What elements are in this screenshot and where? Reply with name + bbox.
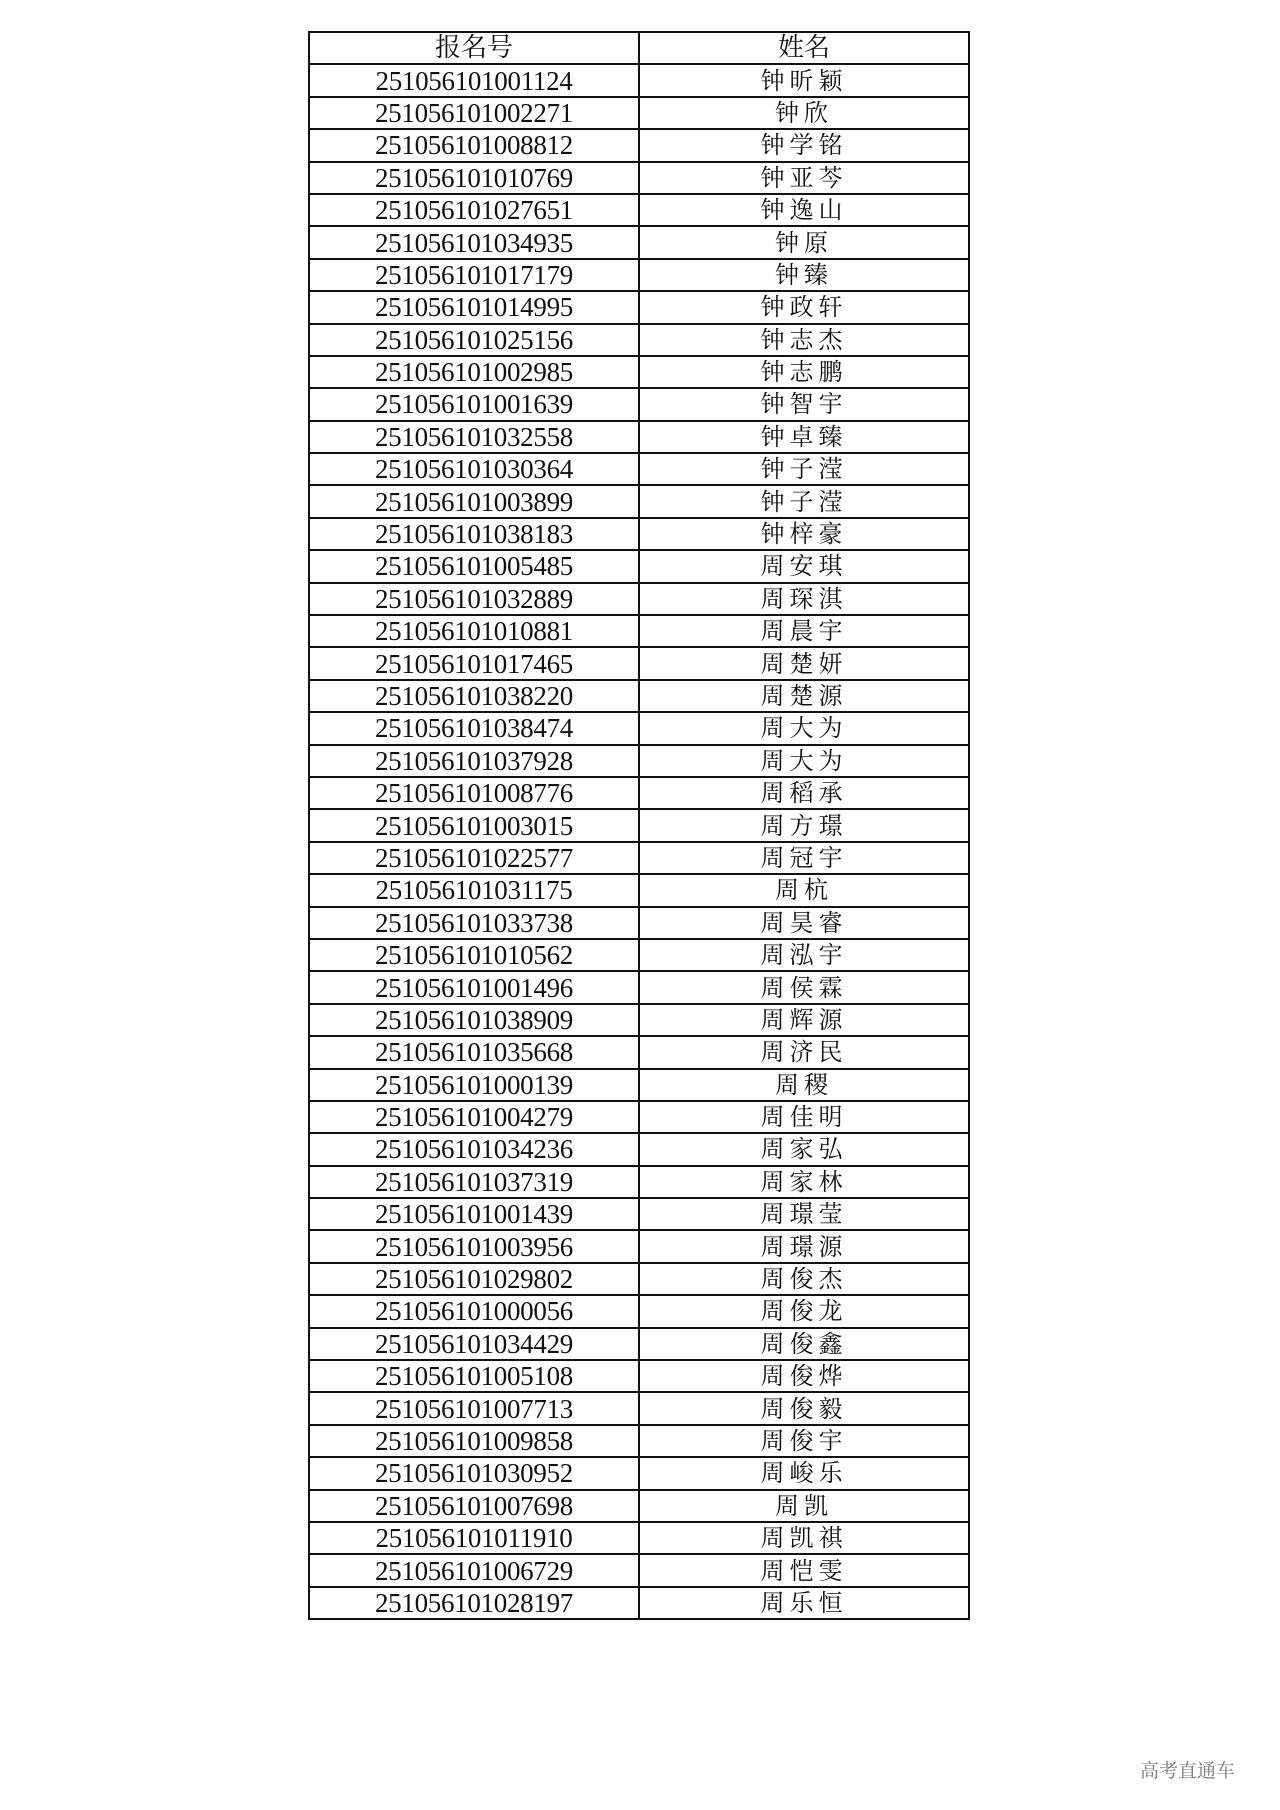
table-row: [309, 518, 969, 550]
name-cell: 钟志杰: [639, 324, 969, 356]
table-row: [309, 939, 969, 971]
name-cell: 周楚源: [639, 680, 969, 712]
registration-number-cell: 251056101000139: [309, 1069, 639, 1101]
registration-number-cell: 251056101032889: [309, 583, 639, 615]
name-cell: 周俊毅: [639, 1392, 969, 1424]
registration-number-cell: 251056101003015: [309, 809, 639, 841]
table-row: [309, 388, 969, 420]
table-row: [309, 1198, 969, 1230]
registration-number-cell: 251056101001496: [309, 971, 639, 1003]
name-cell: 钟梓豪: [639, 518, 969, 550]
table-row: [309, 647, 969, 679]
table-row: [309, 421, 969, 453]
registration-number-cell: 251056101034236: [309, 1133, 639, 1165]
table-row: [309, 777, 969, 809]
name-cell: 周辉源: [639, 1004, 969, 1036]
name-cell: 周昊睿: [639, 907, 969, 939]
registration-number-cell: 251056101030952: [309, 1457, 639, 1489]
registration-number-cell: 251056101038474: [309, 712, 639, 744]
name-cell: 周方璟: [639, 809, 969, 841]
registration-number-cell: 251056101035668: [309, 1036, 639, 1068]
table-row: [309, 1263, 969, 1295]
table-row: [309, 680, 969, 712]
table-row: [309, 356, 969, 388]
registration-number-cell: 251056101037928: [309, 745, 639, 777]
name-cell: 周晨宇: [639, 615, 969, 647]
name-cell: 周大为: [639, 745, 969, 777]
name-cell: 周杭: [639, 874, 969, 906]
registration-number-cell: 251056101009858: [309, 1425, 639, 1457]
name-cell: 钟欣: [639, 97, 969, 129]
registration-number-cell: 251056101029802: [309, 1263, 639, 1295]
name-cell: 周俊杰: [639, 1263, 969, 1295]
table-row: [309, 259, 969, 291]
column-header-registration-number: 报名号: [309, 32, 639, 64]
name-cell: 周璟莹: [639, 1198, 969, 1230]
table-row: [309, 1457, 969, 1489]
table-row: [309, 1392, 969, 1424]
table-row: [309, 129, 969, 161]
registration-number-cell: 251056101002271: [309, 97, 639, 129]
table-row: [309, 1328, 969, 1360]
name-cell: 周佳明: [639, 1101, 969, 1133]
name-cell: 周琛淇: [639, 583, 969, 615]
registration-number-cell: 251056101008776: [309, 777, 639, 809]
candidate-table: [308, 31, 970, 1620]
name-cell: 钟原: [639, 226, 969, 258]
name-cell: 钟臻: [639, 259, 969, 291]
table-row: [309, 1230, 969, 1262]
registration-number-cell: 251056101038183: [309, 518, 639, 550]
registration-number-cell: 251056101025156: [309, 324, 639, 356]
table-row: [309, 712, 969, 744]
name-cell: 周恺雯: [639, 1554, 969, 1586]
registration-number-cell: 251056101031175: [309, 874, 639, 906]
registration-number-cell: 251056101014995: [309, 291, 639, 323]
registration-number-cell: 251056101033738: [309, 907, 639, 939]
name-cell: 周楚妍: [639, 647, 969, 679]
registration-number-cell: 251056101027651: [309, 194, 639, 226]
name-cell: 周俊鑫: [639, 1328, 969, 1360]
column-header-name: 姓名: [639, 32, 969, 64]
table-row: [309, 1425, 969, 1457]
registration-number-cell: 251056101017179: [309, 259, 639, 291]
name-cell: 钟学铭: [639, 129, 969, 161]
registration-number-cell: 251056101003956: [309, 1230, 639, 1262]
table-row: [309, 1587, 969, 1619]
table-row: [309, 615, 969, 647]
registration-number-cell: 251056101030364: [309, 453, 639, 485]
name-cell: 周泓宇: [639, 939, 969, 971]
name-cell: 周乐恒: [639, 1587, 969, 1619]
registration-number-cell: 251056101034429: [309, 1328, 639, 1360]
table-row: [309, 1101, 969, 1133]
name-cell: 周家林: [639, 1166, 969, 1198]
table-row: [309, 1069, 969, 1101]
name-cell: 钟卓臻: [639, 421, 969, 453]
table-row: [309, 842, 969, 874]
table-row: [309, 291, 969, 323]
table-row: [309, 1036, 969, 1068]
registration-number-cell: 251056101007713: [309, 1392, 639, 1424]
table-row: [309, 485, 969, 517]
name-cell: 钟志鹏: [639, 356, 969, 388]
name-cell: 周大为: [639, 712, 969, 744]
table-row: [309, 583, 969, 615]
registration-number-cell: 251056101003899: [309, 485, 639, 517]
registration-number-cell: 251056101007698: [309, 1490, 639, 1522]
registration-number-cell: 251056101008812: [309, 129, 639, 161]
name-cell: 周冠宇: [639, 842, 969, 874]
registration-number-cell: 251056101005108: [309, 1360, 639, 1392]
table-row: [309, 1166, 969, 1198]
registration-number-cell: 251056101034935: [309, 226, 639, 258]
table-row: [309, 874, 969, 906]
table-row: [309, 745, 969, 777]
registration-number-cell: 251056101001639: [309, 388, 639, 420]
name-cell: 周家弘: [639, 1133, 969, 1165]
table-row: [309, 1004, 969, 1036]
table-row: [309, 162, 969, 194]
registration-number-cell: 251056101005485: [309, 550, 639, 582]
table-row: [309, 1490, 969, 1522]
table-row: [309, 324, 969, 356]
name-cell: 周济民: [639, 1036, 969, 1068]
table-row: [309, 1133, 969, 1165]
name-cell: 周俊宇: [639, 1425, 969, 1457]
registration-number-cell: 251056101037319: [309, 1166, 639, 1198]
name-cell: 钟政轩: [639, 291, 969, 323]
table-row: [309, 907, 969, 939]
table-row: [309, 453, 969, 485]
table-body: [309, 64, 969, 1619]
registration-number-cell: 251056101010769: [309, 162, 639, 194]
watermark-text: 高考直通车: [1140, 1760, 1236, 1782]
table-row: [309, 1554, 969, 1586]
table-row: [309, 1295, 969, 1327]
name-cell: 周侯霖: [639, 971, 969, 1003]
name-cell: 周俊龙: [639, 1295, 969, 1327]
registration-number-cell: 251056101032558: [309, 421, 639, 453]
table-row: [309, 226, 969, 258]
registration-number-cell: 251056101022577: [309, 842, 639, 874]
registration-number-cell: 251056101011910: [309, 1522, 639, 1554]
name-cell: 钟逸山: [639, 194, 969, 226]
name-cell: 周俊烨: [639, 1360, 969, 1392]
registration-number-cell: 251056101001439: [309, 1198, 639, 1230]
registration-number-cell: 251056101010881: [309, 615, 639, 647]
registration-number-cell: 251056101028197: [309, 1587, 639, 1619]
table-row: [309, 809, 969, 841]
registration-number-cell: 251056101017465: [309, 647, 639, 679]
registration-number-cell: 251056101038220: [309, 680, 639, 712]
name-cell: 钟昕颖: [639, 64, 969, 96]
table-row: [309, 64, 969, 96]
table-row: [309, 1522, 969, 1554]
registration-number-cell: 251056101010562: [309, 939, 639, 971]
registration-number-cell: 251056101006729: [309, 1554, 639, 1586]
registration-number-cell: 251056101038909: [309, 1004, 639, 1036]
table-row: [309, 550, 969, 582]
name-cell: 周稻承: [639, 777, 969, 809]
name-cell: 周凯: [639, 1490, 969, 1522]
name-cell: 钟子滢: [639, 485, 969, 517]
registration-number-cell: 251056101002985: [309, 356, 639, 388]
table-header-row: [309, 32, 969, 64]
name-cell: 周稷: [639, 1069, 969, 1101]
table-row: [309, 971, 969, 1003]
name-cell: 周璟源: [639, 1230, 969, 1262]
registration-number-cell: 251056101004279: [309, 1101, 639, 1133]
name-cell: 钟智宇: [639, 388, 969, 420]
name-cell: 周峻乐: [639, 1457, 969, 1489]
table-row: [309, 97, 969, 129]
name-cell: 周凯祺: [639, 1522, 969, 1554]
name-cell: 钟子滢: [639, 453, 969, 485]
table-row: [309, 1360, 969, 1392]
name-cell: 钟亚芩: [639, 162, 969, 194]
registration-number-cell: 251056101001124: [309, 64, 639, 96]
registration-number-cell: 251056101000056: [309, 1295, 639, 1327]
name-cell: 周安琪: [639, 550, 969, 582]
table-row: [309, 194, 969, 226]
